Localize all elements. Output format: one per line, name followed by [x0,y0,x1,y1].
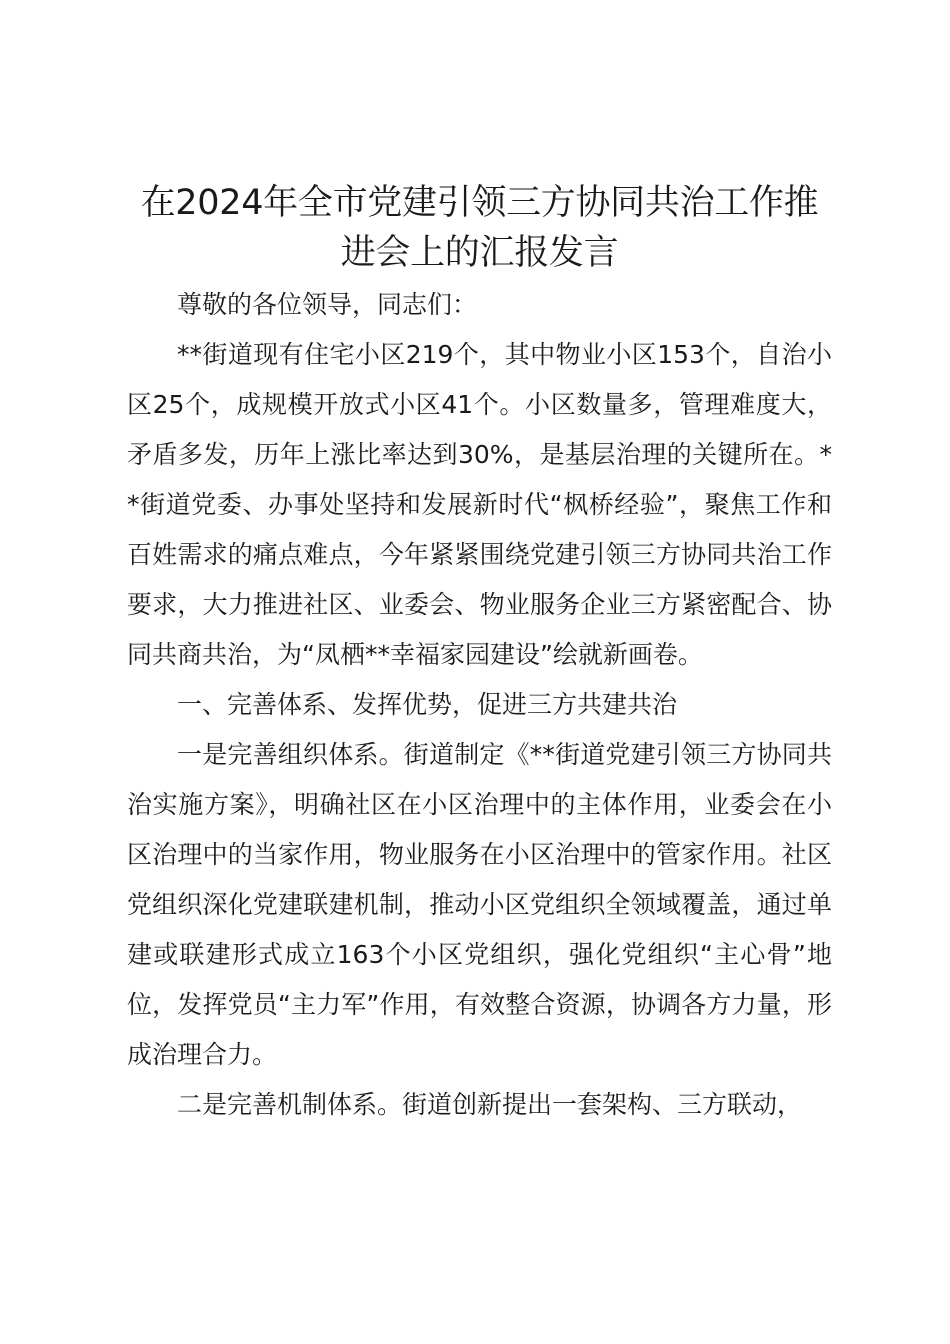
paragraph-intro: **街道现有住宅小区219个，其中物业小区153个，自治小区25个，成规模开放式小区41个。小区数量多，管理难度大，矛盾多发，历年上涨比率达到30%，是基层治理的关键所在。**街道党委、办事处坚持和发展新时代“枫桥经验”，聚焦工作和百姓需求的痛点难点，今年紧紧围绕党建引领三方协同共治工作要求，大力推进社区、业委会、物业服务企业三方紧密配合、协同共商共治，为“凤栖**幸福家园建设”绘就新画卷。 [127,340,832,669]
salutation: 尊敬的各位领导，同志们： [177,290,478,319]
section-heading-1: 一、完善体系、发挥优势，促进三方共建共治 [177,690,678,719]
document-title: 在2024年全市党建引领三方协同共治工作推进会上的汇报发言 [140,183,819,273]
document-page [127,178,832,1130]
paragraph-organization-system: 一是完善组织体系。街道制定《**街道党建引领三方协同共治实施方案》，明确社区在小区治理中的主体作用，业委会在小区治理中的当家作用，物业服务在小区治理中的管家作用。社区党组织深化党建联建机制，推动小区党组织全领域覆盖，通过单建或联建形式成立163个小区党组织，强化党组织“主心骨”地位，发挥党员“主力军”作用，有效整合资源，协调各方力量，形成治理合力。 [127,740,832,1069]
paragraph-mechanism-system: 二是完善机制体系。街道创新提出一套架构、三方联动， [177,1090,803,1119]
